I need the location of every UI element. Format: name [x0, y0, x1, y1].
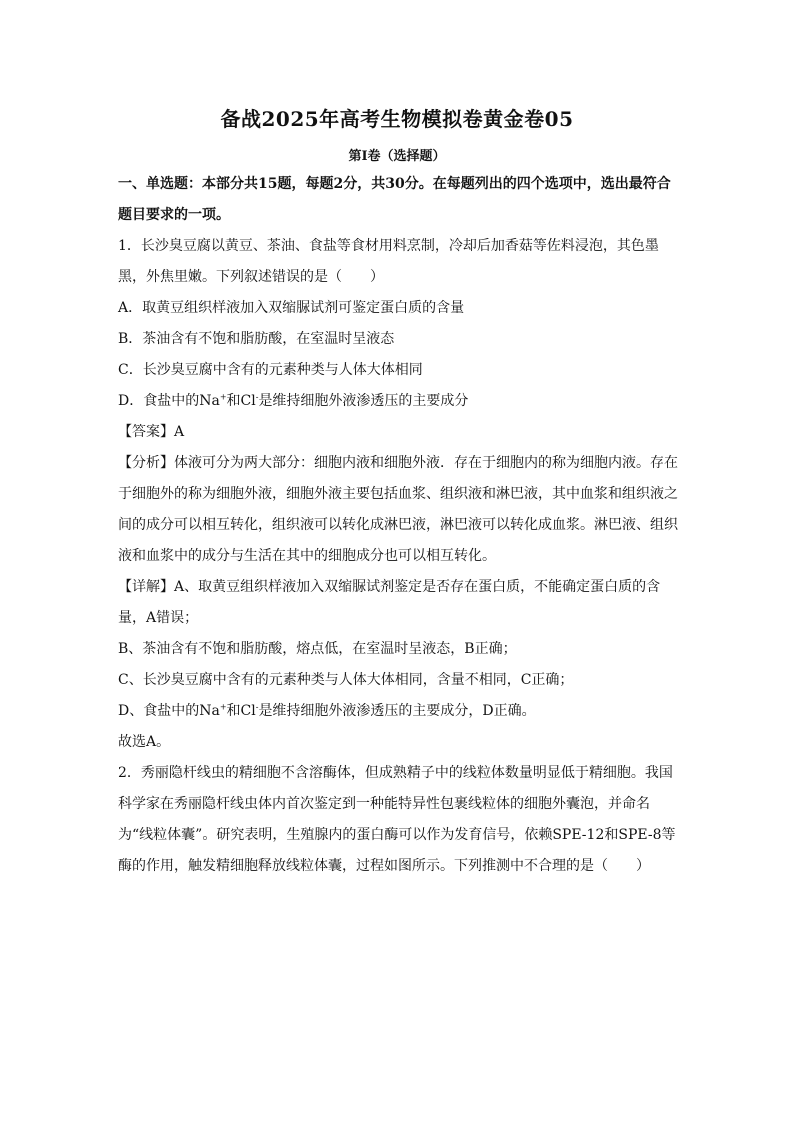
question-1-detail-b: B、茶油含有不饱和脂肪酸，熔点低，在室温时呈液态，B正确； [118, 641, 517, 657]
option-d-text-end: 是维持细胞外液渗透压的主要成分 [258, 393, 469, 409]
detail-chloride-charge: - [255, 702, 259, 712]
question-1-option-b: B．茶油含有不饱和脂肪酸，在室温时呈液态 [118, 331, 395, 347]
option-d-text-middle: 和Cl [226, 393, 256, 409]
question-1-conclusion: 故选A。 [118, 734, 171, 750]
detail-d-text-start: D、食盐中的Na [118, 703, 220, 719]
question-1-detail-a: 【详解】A、取黄豆组织样液加入双缩脲试剂鉴定是否存在蛋白质，不能确定蛋白质的含量，A错误； [118, 579, 661, 626]
question-1-option-d [118, 386, 678, 417]
section-header: 一、单选题：本部分共15题，每题2分，共30分。在每题列出的四个选项中，选出最符合题目要求的一项。 [118, 176, 671, 223]
document-subtitle: 第I卷（选择题） [348, 149, 446, 164]
detail-d-text-middle: 和Cl [226, 703, 256, 719]
question-1-analysis: 【分析】体液可分为两大部分：细胞内液和细胞外液．存在于细胞内的称为细胞内液。存在于细胞外的称为细胞外液，细胞外液主要包括血浆、组织液和淋巴液，其中血浆和组织液之间的成分可以相互转化，组织液可以转化成淋巴液，淋巴液可以转化成血浆。淋巴液、组织液和血浆中的成分与生活在其中的细胞成分也可以相互转化。 [118, 455, 678, 564]
document-title: 备战2025年高考生物模拟卷黄金卷05 [220, 107, 574, 131]
question-2-stem: 2．秀丽隐杆线虫的精细胞不含溶酶体，但成熟精子中的线粒体数量明显低于精细胞。我国科学家在秀丽隐杆线虫体内首次鉴定到一种能特异性包裹线粒体的细胞外囊泡，并命名为“线粒体囊”。研究表明，生殖腺内的蛋白酶可以作为发育信号，依赖SPE-12和SPE-8等酶的作用，触发精细胞释放线粒体囊，过程如图所示。下列推测中不合理的是（ ） [118, 765, 676, 874]
option-d-text-start: D．食盐中的Na [118, 393, 220, 409]
document-body [118, 169, 678, 882]
sodium-charge: + [219, 392, 227, 402]
question-1-option-a: A．取黄豆组织样液加入双缩脲试剂可鉴定蛋白质的含量 [118, 300, 465, 316]
chloride-charge: - [255, 392, 259, 402]
question-1-stem: 1．长沙臭豆腐以黄豆、茶油、食盐等食材用料烹制，冷却后加香菇等佐料浸泡，其色墨黑，外焦里嫩。下列叙述错误的是（ ） [118, 238, 659, 285]
question-1-option-c: C．长沙臭豆腐中含有的元素种类与人体大体相同 [118, 362, 423, 378]
detail-d-text-end: 是维持细胞外液渗透压的主要成分，D正确。 [258, 703, 536, 719]
question-1-answer: 【答案】A [118, 424, 185, 440]
question-1-detail-d [118, 696, 678, 727]
question-1-detail-c: C、长沙臭豆腐中含有的元素种类与人体大体相同，含量不相同，C正确； [118, 672, 574, 688]
detail-sodium-charge: + [219, 702, 227, 712]
